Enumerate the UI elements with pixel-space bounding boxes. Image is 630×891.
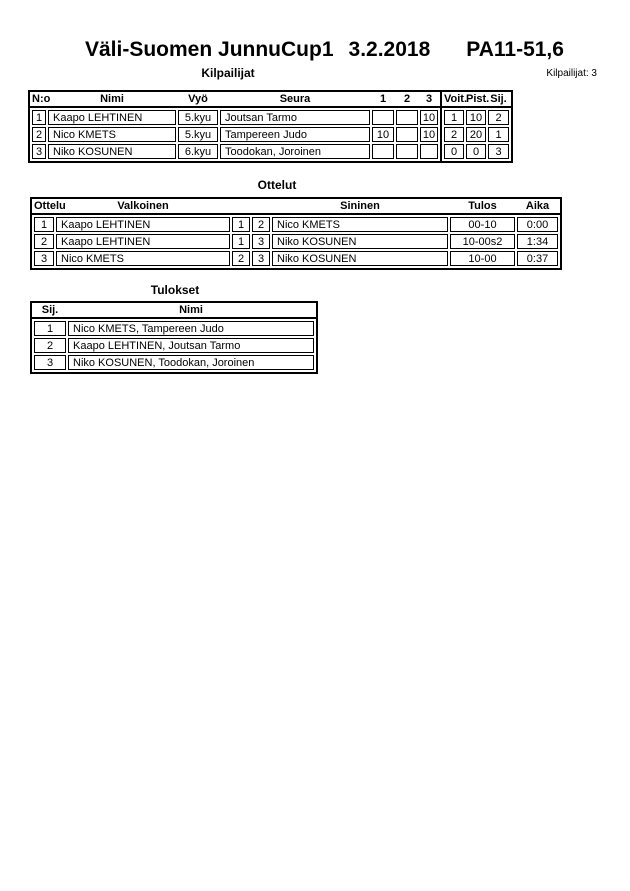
- competitor-place: 3: [488, 144, 509, 159]
- result-place: 2: [34, 338, 66, 353]
- match-result: 00-10: [450, 217, 515, 232]
- event-name: Väli-Suomen JunnuCup1: [85, 38, 334, 61]
- competitor-m1: [372, 144, 394, 159]
- match-white: Kaapo LEHTINEN: [56, 234, 230, 249]
- match-time: 0:00: [517, 217, 558, 232]
- competitor-belt: 5.kyu: [178, 110, 218, 125]
- match-blue: Nico KMETS: [272, 217, 448, 232]
- col-header-belt: Vyö: [188, 93, 208, 105]
- competitor-points: 20: [466, 127, 486, 142]
- competitors-main-section: [30, 92, 440, 161]
- result-place: 3: [34, 355, 66, 370]
- competitor-wins: 2: [444, 127, 464, 142]
- competitor-place: 2: [488, 110, 509, 125]
- competitor-m1: [372, 110, 394, 125]
- matches-heading: Ottelut: [257, 178, 297, 192]
- result-name: Niko KOSUNEN, Toodokan, Joroinen: [68, 355, 314, 370]
- col-header-points: Pist.: [466, 93, 490, 105]
- match-blue-no: 2: [252, 217, 270, 232]
- match-no: 2: [34, 234, 54, 249]
- col-header-white-no: [232, 199, 250, 213]
- competitor-name: Kaapo LEHTINEN: [48, 110, 176, 125]
- match-time: 1:34: [517, 234, 558, 249]
- weight-category: PA11-51,6: [466, 38, 564, 61]
- competitor-name: Nico KMETS: [48, 127, 176, 142]
- competitors-header-row: [30, 92, 440, 108]
- competitor-no: 2: [32, 127, 46, 142]
- match-result: 10-00: [450, 251, 515, 266]
- results-heading: Tulokset: [150, 283, 200, 297]
- competitor-points: 10: [466, 110, 486, 125]
- competitor-m2: [396, 110, 418, 125]
- col-header-blue-no: [252, 199, 270, 213]
- competitor-m3: 10: [420, 127, 438, 142]
- match-no: 3: [34, 251, 54, 266]
- col-header-name: Nimi: [179, 304, 203, 316]
- match-white-no: 1: [232, 234, 250, 249]
- col-header-m2: 2: [403, 93, 411, 105]
- competitors-body: [30, 108, 440, 161]
- competitor-no: 3: [32, 144, 46, 159]
- matches-header-row: [32, 199, 560, 215]
- competitors-count: Kilpailijat: 3: [546, 68, 597, 79]
- col-header-wins: Voit.: [444, 93, 468, 105]
- competitors-table: [28, 90, 513, 163]
- competitor-m3: [420, 144, 438, 159]
- match-result: 10-00s2: [450, 234, 515, 249]
- match-no: 1: [34, 217, 54, 232]
- competitor-wins: 0: [444, 144, 464, 159]
- match-time: 0:37: [517, 251, 558, 266]
- competitor-club: Tampereen Judo: [220, 127, 370, 142]
- match-white-no: 1: [232, 217, 250, 232]
- matches-body: [32, 215, 560, 268]
- col-header-blue: Sininen: [340, 200, 380, 212]
- results-header-row: [32, 303, 316, 319]
- col-header-place: Sij.: [41, 304, 59, 316]
- standings-header-row: [442, 92, 511, 108]
- competitor-club: Joutsan Tarmo: [220, 110, 370, 125]
- matches-section: [32, 199, 560, 268]
- competitor-m1: 10: [372, 127, 394, 142]
- match-white: Nico KMETS: [56, 251, 230, 266]
- result-name: Kaapo LEHTINEN, Joutsan Tarmo: [68, 338, 314, 353]
- result-name: Nico KMETS, Tampereen Judo: [68, 321, 314, 336]
- col-header-place: Sij.: [490, 93, 507, 105]
- competitor-m2: [396, 127, 418, 142]
- page-title: [85, 38, 564, 62]
- competitors-standings-section: [440, 92, 511, 161]
- match-white: Kaapo LEHTINEN: [56, 217, 230, 232]
- col-header-match-no: Ottelu: [34, 200, 66, 212]
- competitor-club: Toodokan, Joroinen: [220, 144, 370, 159]
- match-blue: Niko KOSUNEN: [272, 251, 448, 266]
- competitor-wins: 1: [444, 110, 464, 125]
- competitor-points: 0: [466, 144, 486, 159]
- match-white-no: 2: [232, 251, 250, 266]
- col-header-m3: 3: [425, 93, 433, 105]
- match-blue-no: 3: [252, 251, 270, 266]
- competitor-belt: 6.kyu: [178, 144, 218, 159]
- match-blue-no: 3: [252, 234, 270, 249]
- competitor-m3: 10: [420, 110, 438, 125]
- competitor-belt: 5.kyu: [178, 127, 218, 142]
- competitor-place: 1: [488, 127, 509, 142]
- match-blue: Niko KOSUNEN: [272, 234, 448, 249]
- col-header-time: Aika: [525, 200, 550, 212]
- competitor-name: Niko KOSUNEN: [48, 144, 176, 159]
- col-header-m1: 1: [379, 93, 387, 105]
- standings-body: [442, 108, 511, 161]
- col-header-white: Valkoinen: [117, 200, 169, 212]
- col-header-club: Seura: [279, 93, 311, 105]
- results-table: [30, 301, 318, 374]
- col-header-result: Tulos: [468, 200, 497, 212]
- results-body: [32, 319, 316, 372]
- competitor-no: 1: [32, 110, 46, 125]
- results-section: [32, 303, 316, 372]
- event-date: 3.2.2018: [348, 38, 431, 61]
- competitor-m2: [396, 144, 418, 159]
- col-header-name: Nimi: [100, 93, 124, 105]
- competitors-heading: Kilpailijat: [201, 66, 255, 80]
- col-header-no: N:o: [32, 93, 51, 105]
- result-place: 1: [34, 321, 66, 336]
- matches-table: [30, 197, 562, 270]
